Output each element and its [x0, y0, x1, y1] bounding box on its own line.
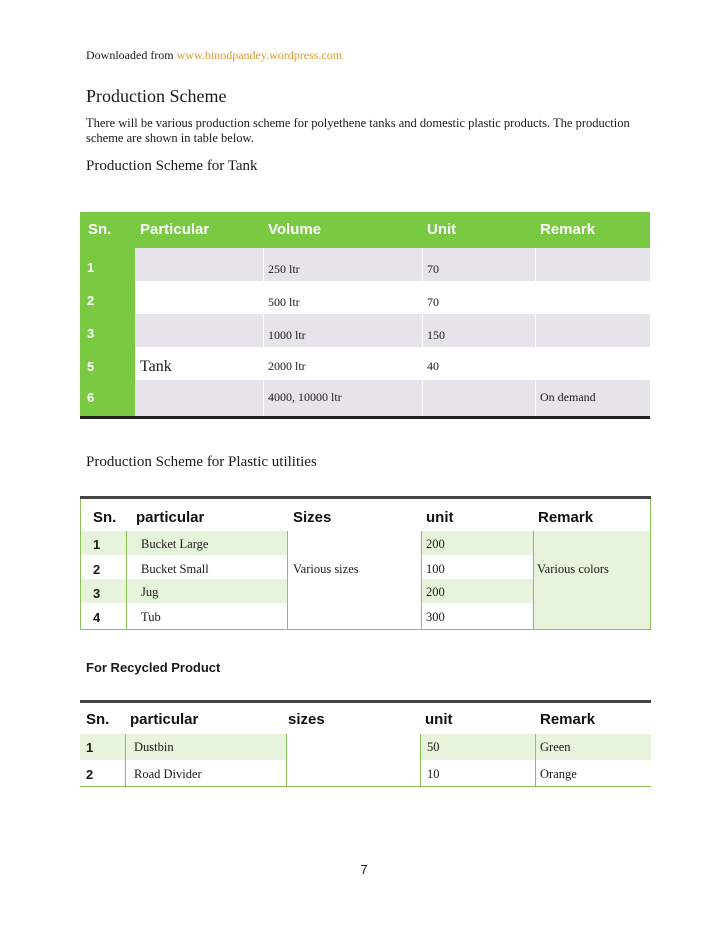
recycled-section-title: For Recycled Product [86, 660, 221, 675]
table-row [135, 314, 650, 347]
column-divider [420, 734, 421, 786]
column-divider [535, 734, 536, 786]
plastic-section-title: Production Scheme for Plastic utilities [86, 454, 317, 470]
row-unit: 70 [427, 295, 439, 309]
header-unit: Unit [427, 221, 457, 238]
column-divider [535, 248, 536, 416]
row-particular: Dustbin [134, 740, 174, 754]
header-sn: Sn. [93, 509, 117, 526]
column-divider [533, 531, 534, 629]
table-top-border [80, 700, 651, 703]
header-sizes: Sizes [293, 509, 332, 526]
row-volume: 4000, 10000 ltr [268, 390, 342, 404]
page-number: 7 [360, 862, 368, 877]
download-note [86, 48, 342, 63]
recycled-table [80, 700, 651, 786]
row-sn: 3 [87, 326, 95, 341]
column-divider [125, 734, 126, 786]
row-unit: 70 [427, 262, 439, 276]
row-unit: 200 [426, 537, 445, 551]
header-unit: unit [426, 509, 454, 526]
row-sn: 5 [87, 359, 95, 374]
column-divider [421, 531, 422, 629]
plastic-table [80, 496, 651, 630]
row-sn: 1 [93, 537, 101, 552]
column-divider [286, 734, 287, 786]
header-remark: Remark [540, 711, 596, 728]
row-particular: Bucket Small [141, 562, 209, 576]
row-unit: 100 [426, 562, 445, 576]
header-remark: Remark [538, 509, 594, 526]
sizes-merged-cell [287, 531, 421, 629]
column-divider [287, 531, 288, 629]
row-particular: Road Divider [134, 767, 202, 781]
tank-table [80, 212, 650, 419]
table-top-border [80, 496, 651, 499]
row-sn: 1 [87, 260, 95, 275]
table-row [135, 248, 650, 281]
row-unit: 10 [427, 767, 440, 781]
header-unit: unit [425, 711, 453, 728]
column-divider [263, 248, 264, 416]
page-title: Production Scheme [86, 86, 227, 106]
row-sn: 1 [86, 740, 94, 755]
row-sn: 2 [93, 562, 101, 577]
particular-tank: Tank [140, 358, 172, 375]
tank-section-title: Production Scheme for Tank [86, 158, 258, 174]
sizes-merged-cell [286, 734, 420, 786]
row-sn: 2 [86, 767, 94, 782]
row-volume: 500 ltr [268, 295, 300, 309]
header-particular: particular [130, 711, 199, 728]
row-remark: Orange [540, 767, 577, 781]
row-particular: Bucket Large [141, 537, 209, 551]
row-sn: 3 [93, 586, 101, 601]
column-divider [126, 531, 127, 629]
sizes-value: Various sizes [293, 562, 359, 576]
download-prefix: Downloaded from [86, 48, 174, 62]
column-divider [422, 248, 423, 416]
header-particular: particular [136, 509, 205, 526]
tank-table-header [80, 212, 650, 248]
row-unit: 150 [427, 328, 445, 342]
row-remark: Green [540, 740, 571, 754]
site-link[interactable]: www.binodpandey.wordpress.com [176, 48, 343, 62]
row-remark: On demand [540, 390, 596, 404]
row-unit: 200 [426, 585, 445, 599]
row-volume: 2000 ltr [268, 359, 306, 373]
header-particular: Particular [140, 221, 210, 238]
row-sn: 2 [87, 293, 95, 308]
header-sizes: sizes [288, 711, 325, 728]
table-row [135, 347, 650, 380]
row-sn: 4 [93, 610, 101, 625]
table-bottom-border [80, 416, 650, 419]
row-unit: 40 [427, 359, 439, 373]
row-volume: 1000 ltr [268, 328, 306, 342]
header-volume: Volume [268, 221, 322, 238]
row-sn: 6 [87, 390, 95, 405]
header-sn: Sn. [86, 711, 110, 728]
table-bottom-border [80, 786, 651, 787]
header-remark: Remark [540, 221, 596, 238]
remark-value: Various colors [537, 562, 609, 576]
row-unit: 50 [427, 740, 440, 754]
row-volume: 250 ltr [268, 262, 300, 276]
remark-merged-cell [533, 531, 650, 629]
row-unit: 300 [426, 610, 445, 624]
row-particular: Jug [141, 585, 159, 599]
row-particular: Tub [141, 610, 161, 624]
intro-paragraph: There will be various production scheme for polyethene tanks and domestic plastic products. The production scheme are shown in table below. [86, 116, 630, 145]
header-sn: Sn. [88, 221, 112, 238]
table-row [135, 281, 650, 314]
